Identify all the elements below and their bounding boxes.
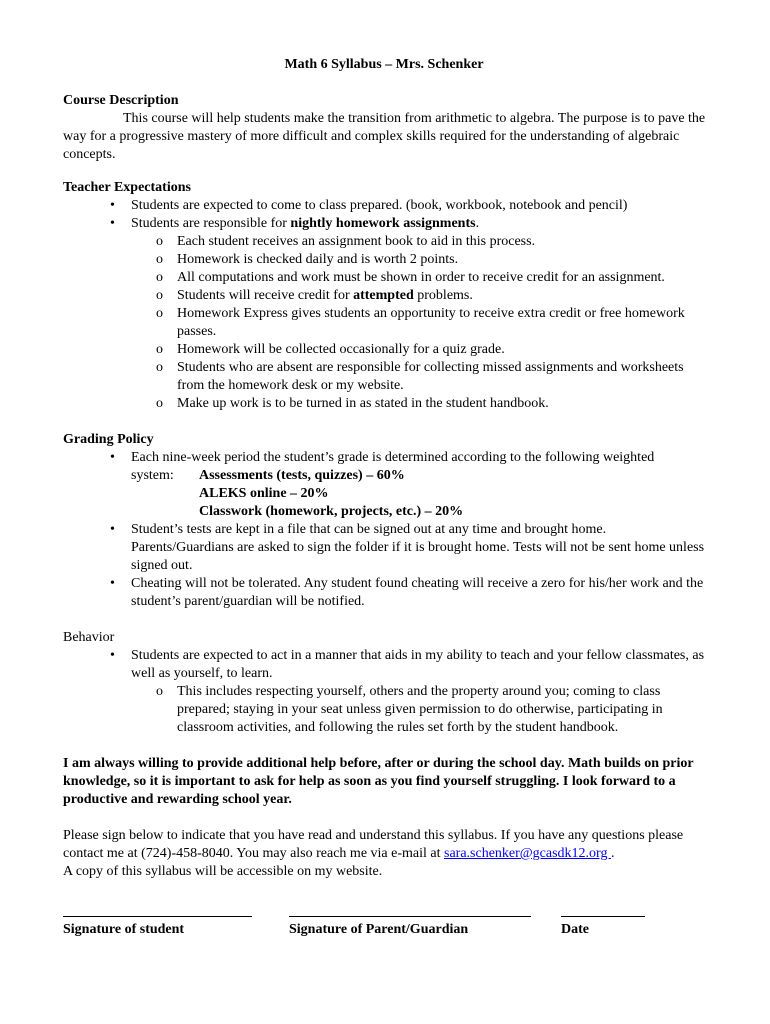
behavior-list: [63, 647, 708, 737]
bullet-icon: •: [110, 522, 115, 537]
sub-list-item: o Each student receives an assignment book to aid in this process.: [156, 234, 536, 249]
sub-list-item: o All computations and work must be shown in order to receive credit for an assignment.: [156, 270, 665, 285]
list-item: • Each nine-week period the student’s grade is determined according to the following weighted system: Assessments (tests, quizzes) – 60% ALEKS online – 20% Classwork (homework, projects, etc.) – 20%: [63, 449, 708, 521]
behavior-heading: Behavior: [63, 630, 115, 645]
weight-assessments: Assessments (tests, quizzes) – 60%: [199, 468, 405, 483]
page-title: Math 6 Syllabus – Mrs. Schenker: [284, 57, 484, 72]
website-note: A copy of this syllabus will be accessible on my website.: [63, 864, 383, 879]
circle-bullet-icon: o: [156, 234, 163, 249]
weight-aleks: ALEKS online – 20%: [199, 486, 329, 501]
sub-list-item: o This includes respecting yourself, others and the property around you; coming to class prepared; staying in your seat unless given permission to do otherwise, participating in classroom activities, and following the rules set forth by the student handbook.: [156, 684, 663, 735]
syllabus-page: [63, 56, 708, 881]
circle-bullet-icon: o: [156, 396, 163, 411]
sub-list-item: o Students who are absent are responsible for collecting missed assignments and worksheets from the homework desk or my website.: [156, 360, 684, 393]
sub-list-item: o Make up work is to be turned in as stated in the student handbook.: [156, 396, 549, 411]
circle-bullet-icon: o: [156, 342, 163, 357]
email-link[interactable]: sara.schenker@gcasdk12.org: [444, 846, 611, 861]
bullet-icon: •: [110, 450, 115, 465]
grading-policy-heading: Grading Policy: [63, 432, 154, 447]
closing-statement: I am always willing to provide additional help before, after or during the school day. Math builds on prior knowledge, so it is important to ask for help as soon as you find yourself struggling. I look forward to a productive and rewarding school year.: [63, 756, 694, 807]
signature-line: [63, 916, 252, 917]
signature-student: Signature of student: [63, 916, 252, 938]
bullet-icon: •: [110, 216, 115, 231]
list-item: • Student’s tests are kept in a file that can be signed out at any time and brought home. Parents/Guardians are asked to sign the folder if it is brought home. Tests will not be sent home unless signed out.: [110, 522, 705, 573]
signature-line: [561, 916, 645, 917]
list-item: • Students are expected to come to class prepared. (book, workbook, notebook and pencil): [110, 198, 628, 213]
expectations-list: [63, 197, 708, 413]
course-description-heading: Course Description: [63, 93, 179, 108]
circle-bullet-icon: o: [156, 270, 163, 285]
bullet-icon: •: [110, 576, 115, 591]
contact-paragraph: Please sign below to indicate that you have read and understand this syllabus. If you have any questions please contact me at (724)-458-8040. You may also reach me via e-mail at sara.schenker@gcasdk12.org . A copy of this syllabus will be accessible on my website.: [63, 827, 708, 881]
signature-parent: Signature of Parent/Guardian: [289, 916, 531, 938]
list-item: • Students are responsible for nightly homework assignments.: [110, 216, 480, 231]
grading-list: [63, 449, 708, 611]
teacher-expectations-heading: Teacher Expectations: [63, 180, 191, 195]
course-description-text: This course will help students make the transition from arithmetic to algebra. The purpose is to pave the way for a progressive mastery of more difficult and complex skills required for the understanding of algebraic concepts.: [63, 111, 706, 162]
grade-weights: system: Assessments (tests, quizzes) – 60% ALEKS online – 20% Classwork (homework, projects, etc.) – 20%: [131, 468, 464, 519]
signature-line: [289, 916, 531, 917]
signature-date: Date: [561, 916, 645, 938]
weight-classwork: Classwork (homework, projects, etc.) – 20%: [199, 504, 464, 519]
list-item: • Cheating will not be tolerated. Any student found cheating will receive a zero for his/her work and the student’s parent/guardian will be notified.: [110, 576, 704, 609]
bullet-icon: •: [110, 648, 115, 663]
list-item: • Students are expected to act in a manner that aids in my ability to teach and your fellow classmates, as well as yourself, to learn.: [110, 648, 705, 681]
circle-bullet-icon: o: [156, 684, 163, 699]
sub-list-item: o Homework Express gives students an opportunity to receive extra credit or free homework passes.: [156, 306, 685, 339]
circle-bullet-icon: o: [156, 288, 163, 303]
sub-list-item: o Homework is checked daily and is worth 2 points.: [156, 252, 459, 267]
sub-list-item: o Homework will be collected occasionally for a quiz grade.: [156, 342, 505, 357]
sub-list-item: o Students will receive credit for attempted problems.: [156, 288, 473, 303]
circle-bullet-icon: o: [156, 252, 163, 267]
circle-bullet-icon: o: [156, 360, 163, 375]
bullet-icon: •: [110, 198, 115, 213]
circle-bullet-icon: o: [156, 306, 163, 321]
